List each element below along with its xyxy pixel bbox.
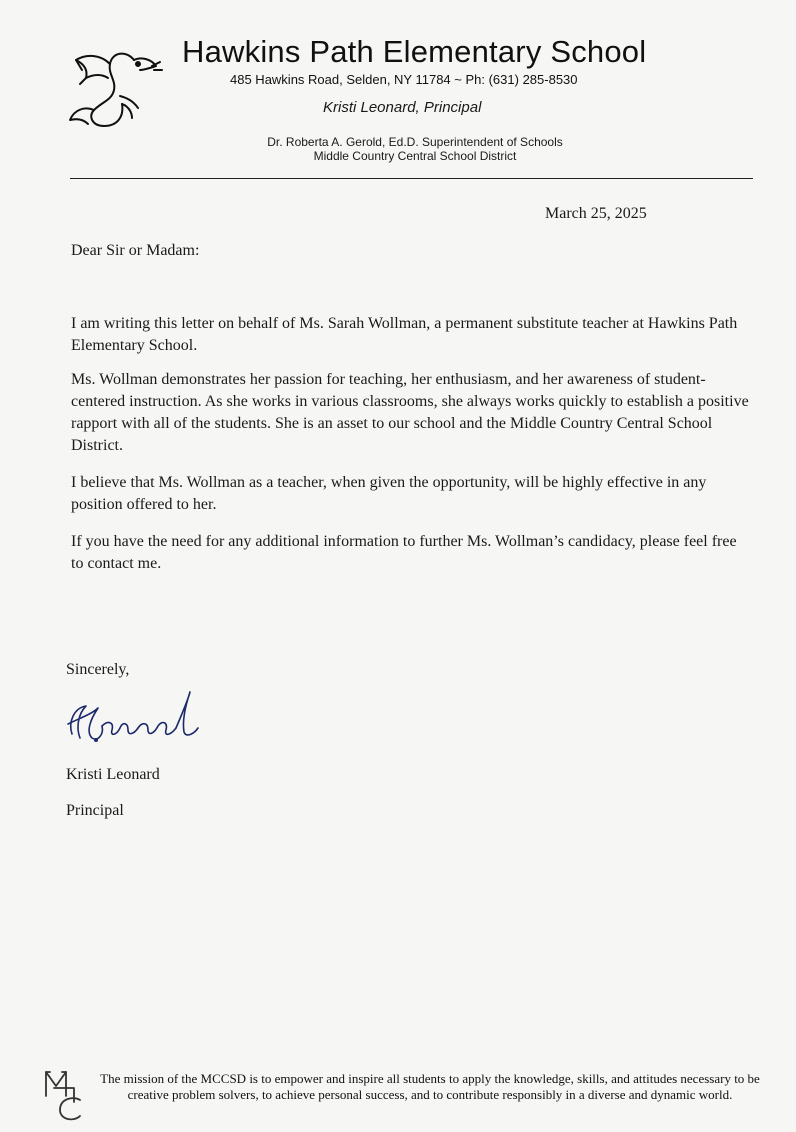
school-name: Hawkins Path Elementary School xyxy=(182,34,647,69)
header-divider xyxy=(70,178,753,179)
superintendent-block xyxy=(250,135,580,163)
school-address: 485 Hawkins Road, Selden, NY 11784 ~ Ph: (631) 285-8530 xyxy=(230,72,578,87)
mccsd-monogram-logo xyxy=(40,1066,88,1124)
district-line: Middle Country Central School District xyxy=(313,149,517,163)
salutation: Dear Sir or Madam: xyxy=(71,242,200,259)
closing: Sincerely, xyxy=(66,661,130,678)
paragraph-intro: I am writing this letter on behalf of Ms. Sarah Wollman, a permanent substitute teacher at Hawkins Path Elementary School. xyxy=(71,315,738,354)
dragon-mascot-logo xyxy=(64,40,164,132)
signer-name: Kristi Leonard xyxy=(66,766,160,783)
principal-line: Kristi Leonard, Principal xyxy=(323,99,482,116)
handwritten-signature xyxy=(58,684,218,754)
superintendent-line: Dr. Roberta A. Gerold, Ed.D. Superintendent of Schools xyxy=(267,135,563,149)
signer-title: Principal xyxy=(66,802,124,819)
paragraph-contact: If you have the need for any additional information to further Ms. Wollman’s candidacy, please feel free to contact me. xyxy=(71,533,737,572)
letter-date: March 25, 2025 xyxy=(545,205,647,222)
mission-statement: The mission of the MCCSD is to empower and inspire all students to apply the knowledge, skills, and attitudes necessary to be creative problem solvers, to achieve personal success, and to contribute responsibly in a diverse and dynamic world. xyxy=(100,1071,760,1102)
paragraph-qualities: Ms. Wollman demonstrates her passion for teaching, her enthusiasm, and her awareness of student-centered instruction. As she works in various classrooms, she always works quickly to establish a positive rapport with all of the students. She is an asset to our school and the Middle Country Central School District. xyxy=(71,371,749,454)
paragraph-recommendation: I believe that Ms. Wollman as a teacher, when given the opportunity, will be highly effective in any position offered to her. xyxy=(71,474,707,513)
